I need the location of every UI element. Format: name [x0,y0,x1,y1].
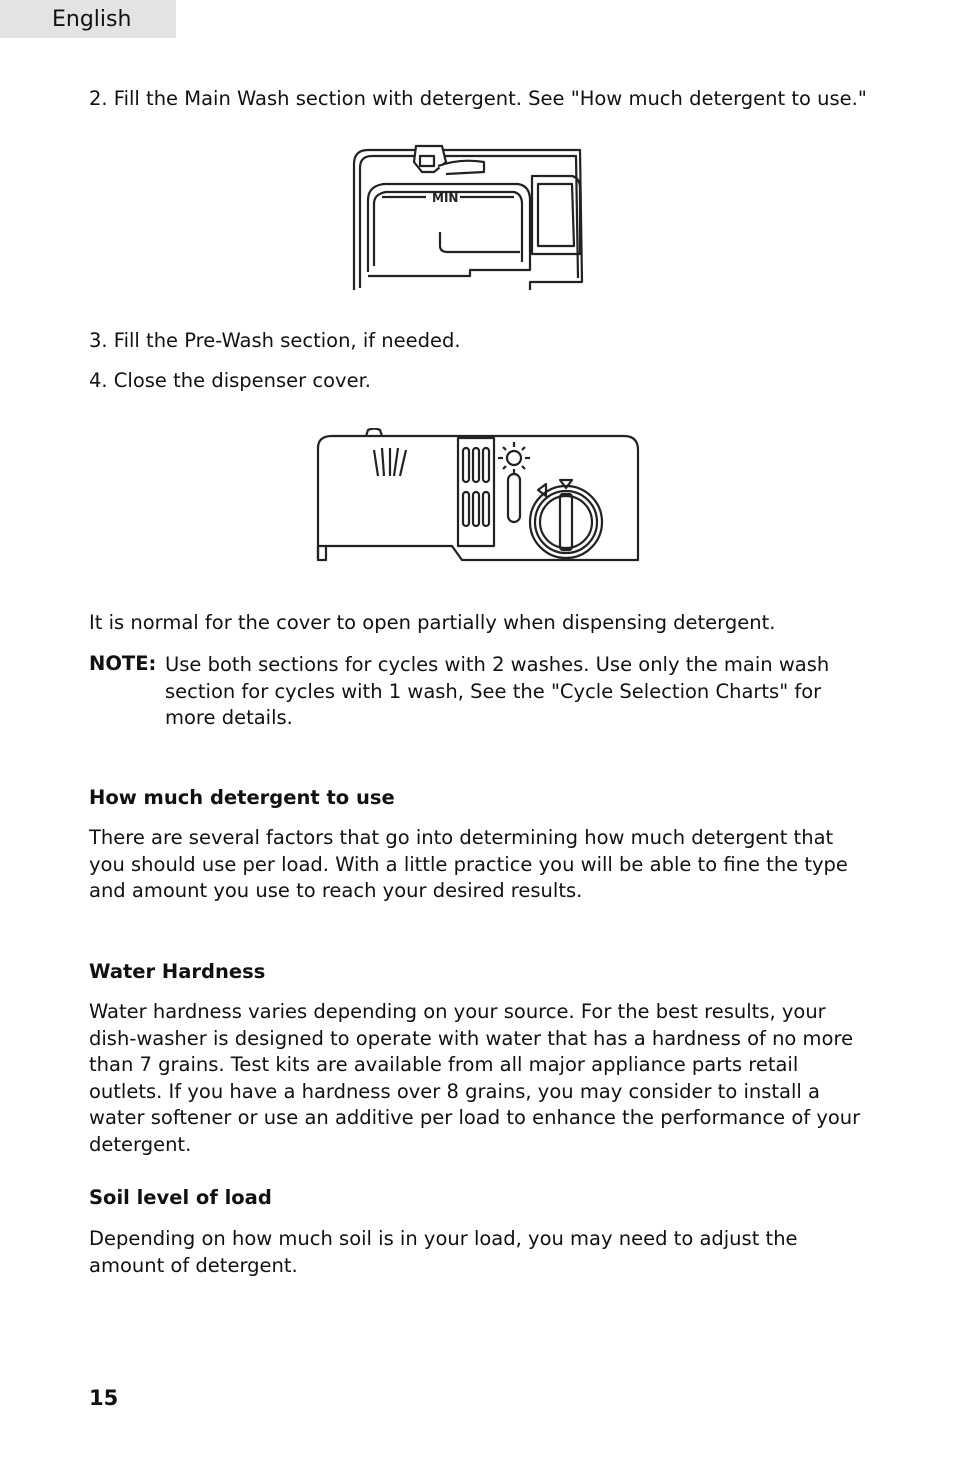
open-dispenser-illustration [350,142,586,292]
step-2-text: 2. Fill the Main Wash section with detergent. See "How much detergent to use." [89,87,867,110]
language-tab-label: English [52,7,132,32]
section-heading-water-hardness: Water Hardness [89,960,266,983]
note-label: NOTE: [89,652,157,675]
language-tab [0,0,176,38]
page-number: 15 [89,1386,119,1410]
section-body-soil-level: Depending on how much soil is in your load, you may need to adjust the amount of detergent. [89,1227,798,1277]
section-body-detergent: There are several factors that go into determining how much detergent that you should use per load. With a little practice you will be able to fine the type and amount you use to reach your desired results. [89,826,848,902]
closed-dispenser-illustration [312,428,642,564]
min-label: MIN [432,191,459,205]
step-4-text: 4. Close the dispenser cover. [89,369,371,392]
step-3-text: 3. Fill the Pre-Wash section, if needed. [89,329,461,352]
section-body-water-hardness: Water hardness varies depending on your source. For the best results, your dish-washer is designed to operate with water that has a hardness of no more than 7 grains. Test kits are available from all major appliance parts retail outlets. If you have a hardness over 8 grains, you may consider to install a water softener or use an additive per load to enhance the performance of your detergent. [89,1000,861,1156]
note-text: Use both sections for cycles with 2 washes. Use only the main wash section for cycles with 1 wash, See the "Cycle Selection Charts" for more details. [165,653,830,729]
section-heading-detergent: How much detergent to use [89,786,395,809]
cover-note-text: It is normal for the cover to open partially when dispensing detergent. [89,611,776,634]
section-heading-soil-level: Soil level of load [89,1186,272,1209]
